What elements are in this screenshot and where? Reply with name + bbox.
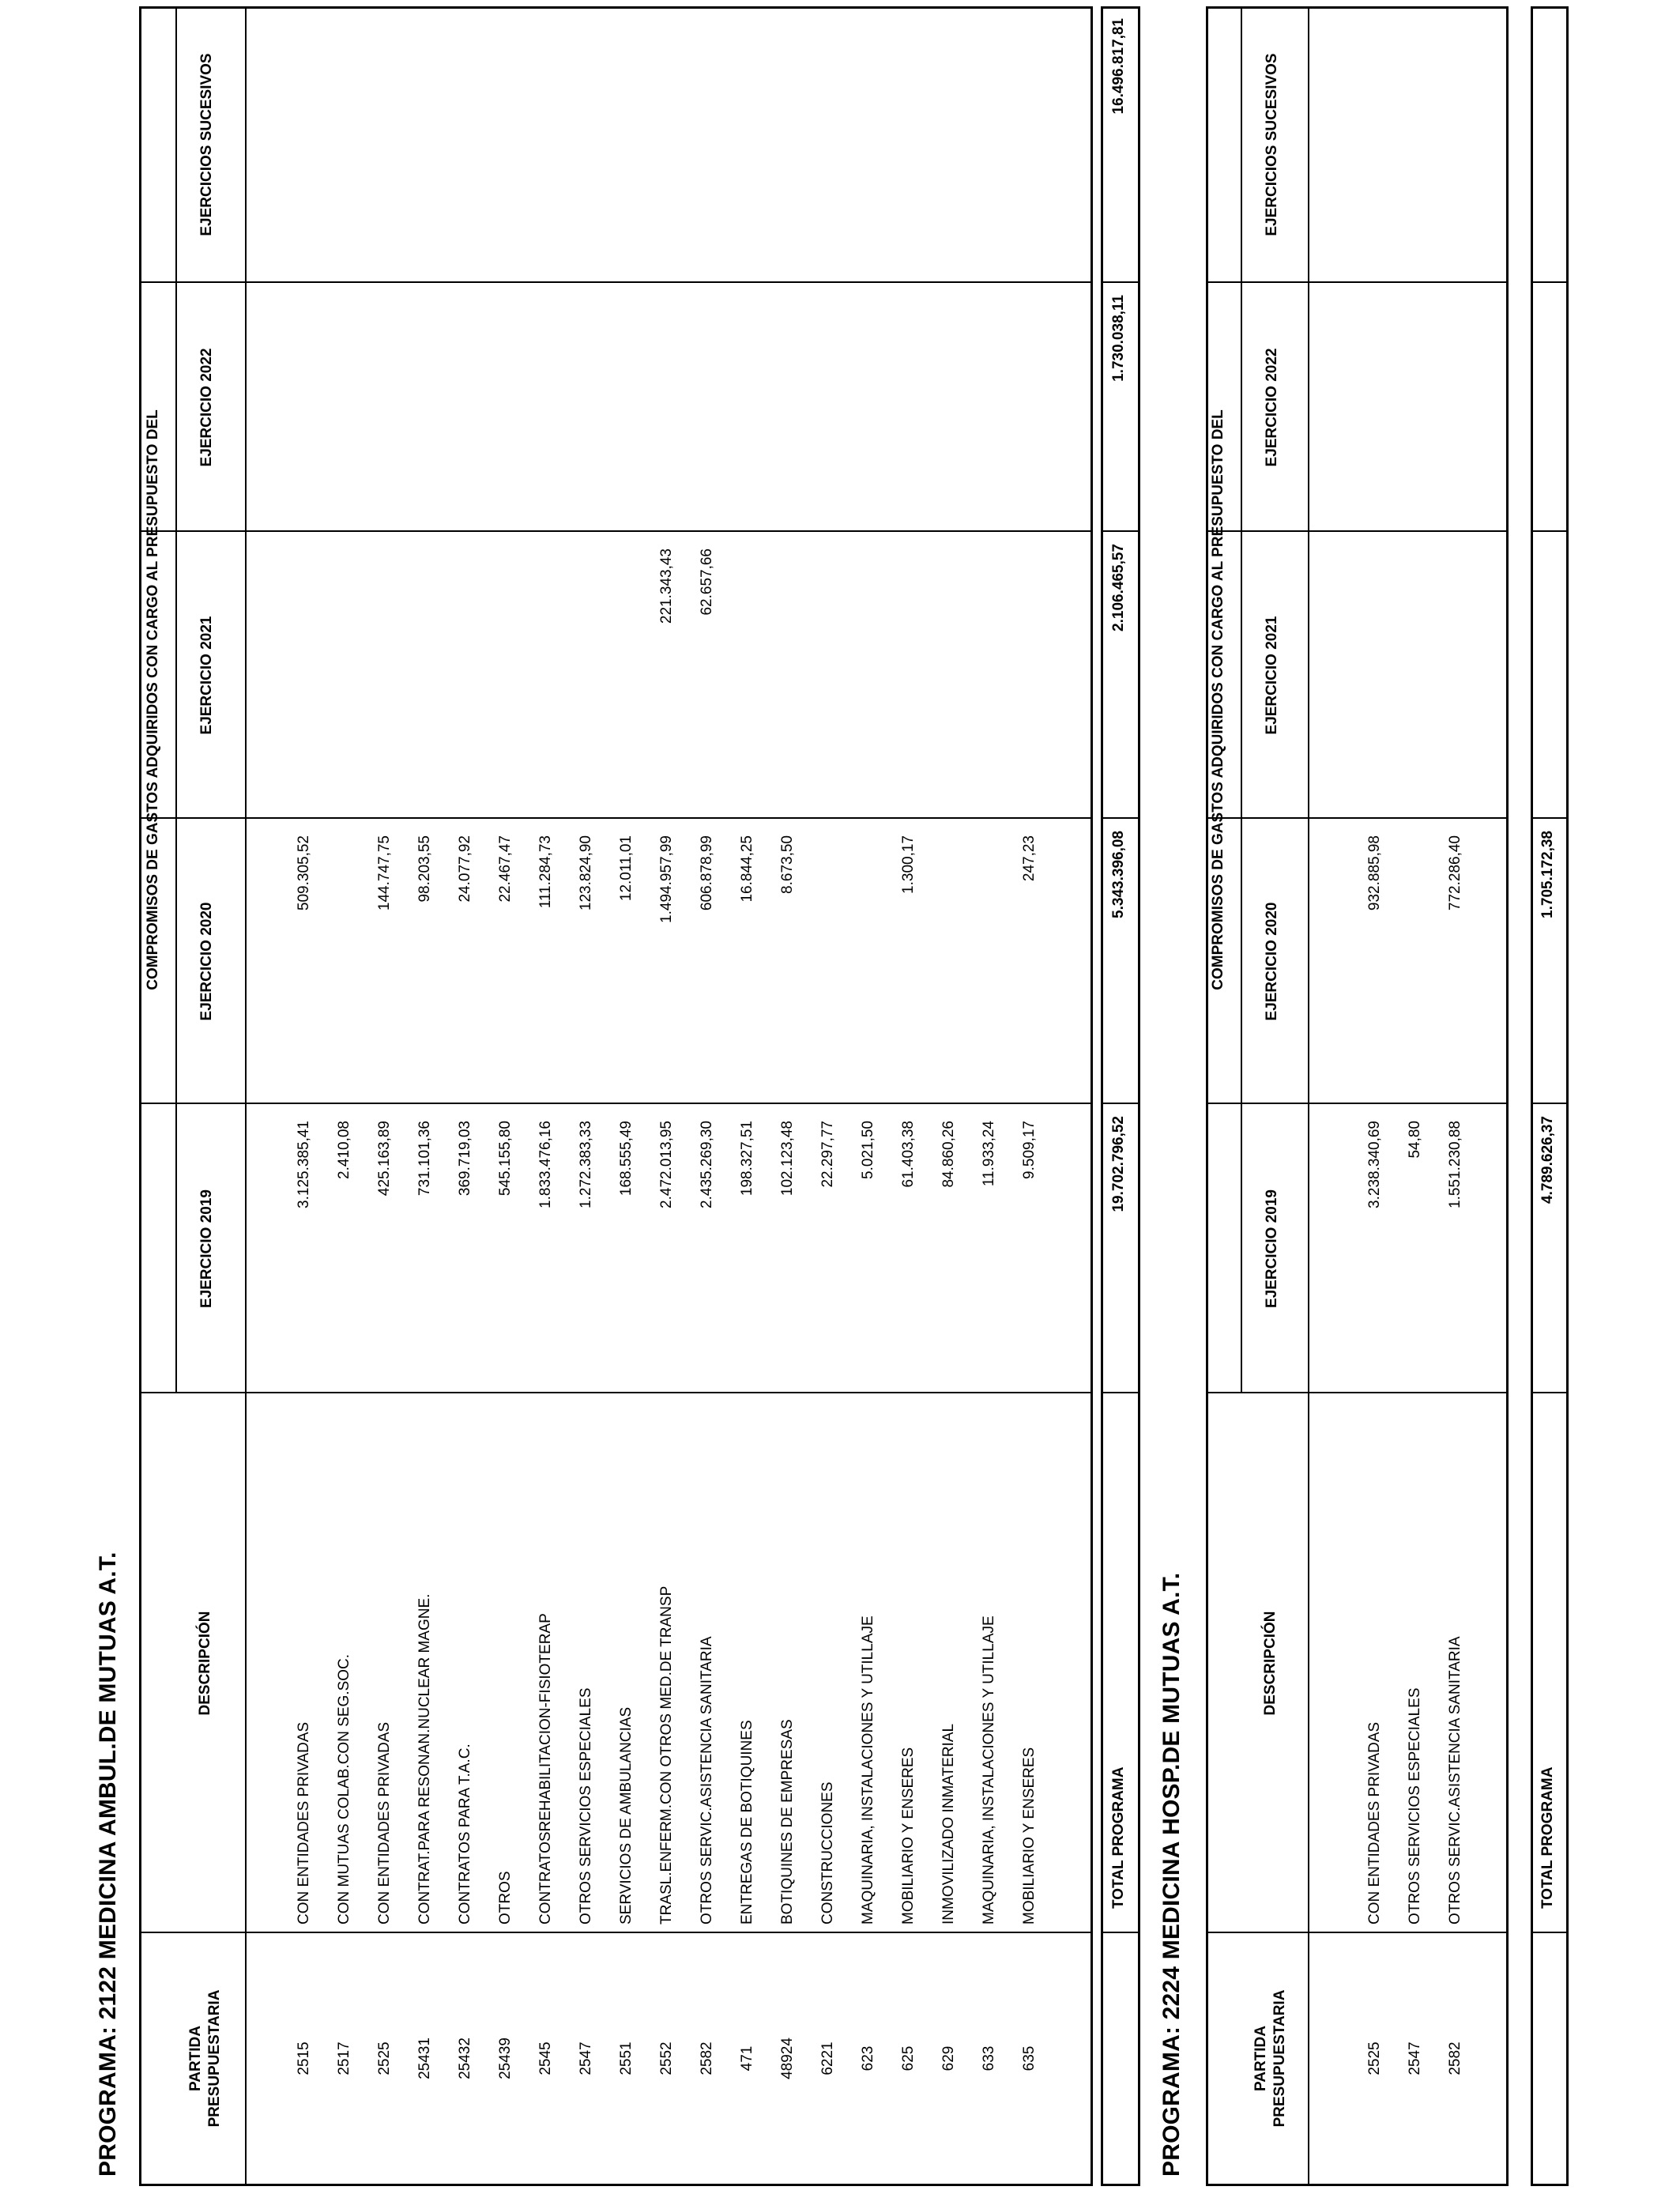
amount-v2021: 221.343,43 — [658, 548, 675, 624]
table-row — [335, 9, 375, 2184]
amount-v2019: 3.238.340,69 — [1366, 1121, 1383, 1208]
year-header: EJERCICIO 2020 — [1264, 902, 1280, 1021]
table-row — [295, 9, 335, 2184]
table-row — [537, 9, 577, 2184]
year-header: EJERCICIO 2021 — [198, 616, 215, 735]
partida-code: 625 — [900, 2045, 917, 2071]
row-description: ENTREGAS DE BOTIQUINES — [739, 1720, 755, 1924]
partida-code: 2552 — [658, 2041, 675, 2075]
partida-header-line2: PRESUPUESTARIA — [206, 1989, 223, 2128]
row-description: CONTRATOS PARA T.A.C. — [457, 1744, 473, 1924]
header-divider — [245, 9, 247, 2184]
row-description: CON ENTIDADES PRIVADAS — [1366, 1721, 1383, 1924]
row-description: OTROS — [497, 1871, 514, 1924]
row-description: MAQUINARIA, INSTALACIONES Y UTILLAJE — [981, 1615, 997, 1924]
table-row — [577, 9, 617, 2184]
table-row — [375, 9, 416, 2184]
amount-v2020: 16.844,25 — [739, 835, 755, 903]
row-description: MOBILIARIO Y ENSERES — [1021, 1747, 1038, 1924]
row-description: SERVICIOS DE AMBULANCIAS — [618, 1706, 635, 1924]
row-description: BOTIQUINES DE EMPRESAS — [779, 1719, 796, 1924]
total-divider — [1103, 281, 1138, 283]
year-header: EJERCICIO 2022 — [198, 348, 215, 467]
total-v2019: 4.789.626,37 — [1539, 1116, 1556, 1204]
row-description: CONTRATOSREHABILITACION-FISIOTERAP — [537, 1613, 554, 1924]
total-v2020: 5.343.396,08 — [1110, 831, 1127, 918]
table-row — [940, 9, 980, 2184]
year-header: EJERCICIOS SUCESIVOS — [198, 53, 215, 236]
partida-code: 2517 — [336, 2041, 352, 2075]
partida-code: 25432 — [457, 2038, 473, 2079]
year-header: EJERCICIO 2019 — [198, 1189, 215, 1308]
year-header: EJERCICIO 2019 — [1264, 1189, 1280, 1308]
partida-code: 471 — [739, 2045, 755, 2071]
compromisos-header: COMPROMISOS DE GASTOS ADQUIRIDOS CON CARGO AL PRESUPUESTO DEL — [1210, 409, 1226, 990]
amount-v2020: 247,23 — [1021, 835, 1038, 882]
row-description: OTROS SERVICIOS ESPECIALES — [1407, 1687, 1423, 1924]
amount-v2019: 198.327,51 — [739, 1121, 755, 1197]
table-row — [496, 9, 537, 2184]
total-divider — [1103, 1103, 1138, 1104]
amount-v2019: 1.551.230,88 — [1447, 1121, 1463, 1208]
descripcion-header: DESCRIPCIÓN — [1262, 1611, 1279, 1716]
row-description: MOBILIARIO Y ENSERES — [900, 1747, 917, 1924]
amount-v2019: 5.021,50 — [860, 1121, 876, 1179]
amount-v2020: 144.747,75 — [376, 835, 393, 911]
partida-header-line1: PARTIDA — [187, 2025, 204, 2092]
total-vsuc: 16.496.817,81 — [1110, 18, 1127, 115]
amount-v2020: 932.885,98 — [1366, 835, 1383, 911]
partida-code: 635 — [1021, 2045, 1038, 2071]
amount-v2019: 369.719,03 — [457, 1121, 473, 1197]
row-description: OTROS SERVIC.ASISTENCIA SANITARIA — [699, 1636, 715, 1924]
row-description: CONTRAT.PARA RESONAN.NUCLEAR MAGNE. — [416, 1593, 433, 1924]
partida-code: 623 — [860, 2045, 876, 2071]
row-description: CON ENTIDADES PRIVADAS — [376, 1721, 393, 1924]
descripcion-header: DESCRIPCIÓN — [197, 1611, 213, 1716]
total-row — [1531, 6, 1569, 2186]
header-divider — [1308, 9, 1309, 2184]
total-label: TOTAL PROGRAMA — [1110, 1766, 1127, 1909]
total-divider — [1533, 817, 1566, 819]
total-divider — [1103, 1932, 1138, 1933]
partida-header-line1: PARTIDA — [1252, 2025, 1269, 2092]
partida-code: 2582 — [699, 2041, 715, 2075]
row-description: OTROS SERVICIOS ESPECIALES — [578, 1687, 594, 1924]
amount-v2020: 772.286,40 — [1447, 835, 1463, 911]
partida-code: 2545 — [537, 2041, 554, 2075]
amount-v2019: 545.155,80 — [497, 1121, 514, 1197]
table-row — [980, 9, 1020, 2184]
table-row — [1020, 9, 1060, 2184]
row-description: OTROS SERVIC.ASISTENCIA SANITARIA — [1447, 1636, 1463, 1924]
total-divider — [1103, 530, 1138, 532]
amount-v2019: 731.101,36 — [416, 1121, 433, 1197]
amount-v2020: 606.878,99 — [699, 835, 715, 911]
partida-code: 633 — [981, 2045, 997, 2071]
partida-code: 2551 — [618, 2041, 635, 2075]
total-divider — [1533, 1103, 1566, 1104]
amount-v2019: 3.125.385,41 — [296, 1121, 312, 1208]
year-header: EJERCICIO 2020 — [198, 902, 215, 1021]
amount-v2019: 2.472.013,95 — [658, 1121, 675, 1208]
partida-code: 2547 — [578, 2041, 594, 2075]
program-table — [1206, 6, 1509, 2186]
amount-v2019: 168.555,49 — [618, 1121, 635, 1197]
partida-code: 629 — [940, 2045, 957, 2071]
amount-v2019: 2.435.269,30 — [699, 1121, 715, 1208]
total-divider — [1103, 817, 1138, 819]
total-v2021: 2.106.465,57 — [1110, 544, 1127, 631]
partida-code: 25431 — [416, 2038, 433, 2079]
amount-v2021: 62.657,66 — [699, 548, 715, 616]
amount-v2019: 9.509,17 — [1021, 1121, 1038, 1179]
table-row — [1365, 9, 1406, 2184]
amount-v2020: 111.284,73 — [537, 835, 554, 909]
amount-v2019: 2.410,08 — [336, 1121, 352, 1179]
amount-v2019: 1.272.383,33 — [578, 1121, 594, 1208]
row-description: CON ENTIDADES PRIVADAS — [296, 1721, 312, 1924]
year-header: EJERCICIO 2022 — [1264, 348, 1280, 467]
partida-code: 2525 — [1366, 2041, 1383, 2075]
total-v2022: 1.730.038,11 — [1110, 295, 1127, 382]
amount-v2019: 22.297,77 — [819, 1121, 836, 1188]
row-description: CONSTRUCCIONES — [819, 1781, 836, 1924]
total-label: TOTAL PROGRAMA — [1539, 1766, 1556, 1909]
partida-code: 25439 — [497, 2038, 514, 2079]
amount-v2020: 12.011,01 — [618, 835, 635, 902]
table-row — [1446, 9, 1486, 2184]
table-row — [738, 9, 778, 2184]
year-header: EJERCICIO 2021 — [1264, 616, 1280, 735]
row-description: CON MUTUAS COLAB.CON SEG.SOC. — [336, 1653, 352, 1924]
table-row — [778, 9, 819, 2184]
total-divider — [1103, 1392, 1138, 1393]
total-row — [1101, 6, 1140, 2186]
partida-header — [1252, 1933, 1290, 2184]
table-row — [1406, 9, 1446, 2184]
partida-code: 48924 — [779, 2038, 796, 2079]
table-row — [416, 9, 456, 2184]
table-row — [617, 9, 657, 2184]
compromisos-header: COMPROMISOS DE GASTOS ADQUIRIDOS CON CARGO AL PRESUPUESTO DEL — [145, 409, 161, 990]
amount-v2019: 61.403,38 — [900, 1121, 917, 1188]
compromisos-divider — [1241, 9, 1242, 1393]
amount-v2020: 98.203,55 — [416, 835, 433, 903]
table-row — [456, 9, 496, 2184]
amount-v2020: 24.077,92 — [457, 835, 473, 903]
amount-v2020: 22.467,47 — [497, 835, 514, 903]
total-divider — [1533, 1392, 1566, 1393]
year-header: EJERCICIOS SUCESIVOS — [1264, 53, 1280, 236]
compromisos-divider — [175, 9, 177, 1393]
amount-v2019: 84.860,26 — [940, 1121, 957, 1188]
program-title: PROGRAMA: 2122 MEDICINA AMBUL.DE MUTUAS A.T. — [95, 1551, 121, 2177]
amount-v2020: 1.300,17 — [900, 835, 917, 894]
table-row — [819, 9, 859, 2184]
amount-v2020: 509.305,52 — [296, 835, 312, 911]
row-description: MAQUINARIA, INSTALACIONES Y UTILLAJE — [860, 1615, 876, 1924]
amount-v2019: 102.123,48 — [779, 1121, 796, 1197]
partida-code: 2525 — [376, 2041, 393, 2075]
partida-header-line2: PRESUPUESTARIA — [1271, 1989, 1288, 2128]
total-divider — [1533, 281, 1566, 283]
row-description: TRASL.ENFERM.CON OTROS MED.DE TRANSP — [658, 1585, 675, 1924]
table-row — [899, 9, 940, 2184]
table-row — [859, 9, 899, 2184]
amount-v2019: 54,80 — [1407, 1121, 1423, 1159]
amount-v2020: 123.824,90 — [578, 835, 594, 911]
partida-code: 2582 — [1447, 2041, 1463, 2075]
table-row — [698, 9, 738, 2184]
amount-v2019: 11.933,24 — [981, 1121, 997, 1187]
partida-code: 2547 — [1407, 2041, 1423, 2075]
partida-code: 6221 — [819, 2041, 836, 2075]
amount-v2019: 1.833.476,16 — [537, 1121, 554, 1208]
table-row — [657, 9, 698, 2184]
total-v2019: 19.702.796,52 — [1110, 1116, 1127, 1212]
program-title: PROGRAMA: 2224 MEDICINA HOSP.DE MUTUAS A.T. — [1158, 1572, 1185, 2177]
program-table — [139, 6, 1093, 2186]
amount-v2020: 8.673,50 — [779, 835, 796, 894]
partida-header — [186, 1933, 224, 2184]
partida-code: 2515 — [296, 2041, 312, 2075]
total-v2020: 1.705.172,38 — [1539, 831, 1556, 918]
amount-v2019: 425.163,89 — [376, 1121, 393, 1197]
row-description: INMOVILIZADO INMATERIAL — [940, 1723, 957, 1924]
total-divider — [1533, 1932, 1566, 1933]
amount-v2020: 1.494.957,99 — [658, 835, 675, 923]
total-divider — [1533, 530, 1566, 532]
